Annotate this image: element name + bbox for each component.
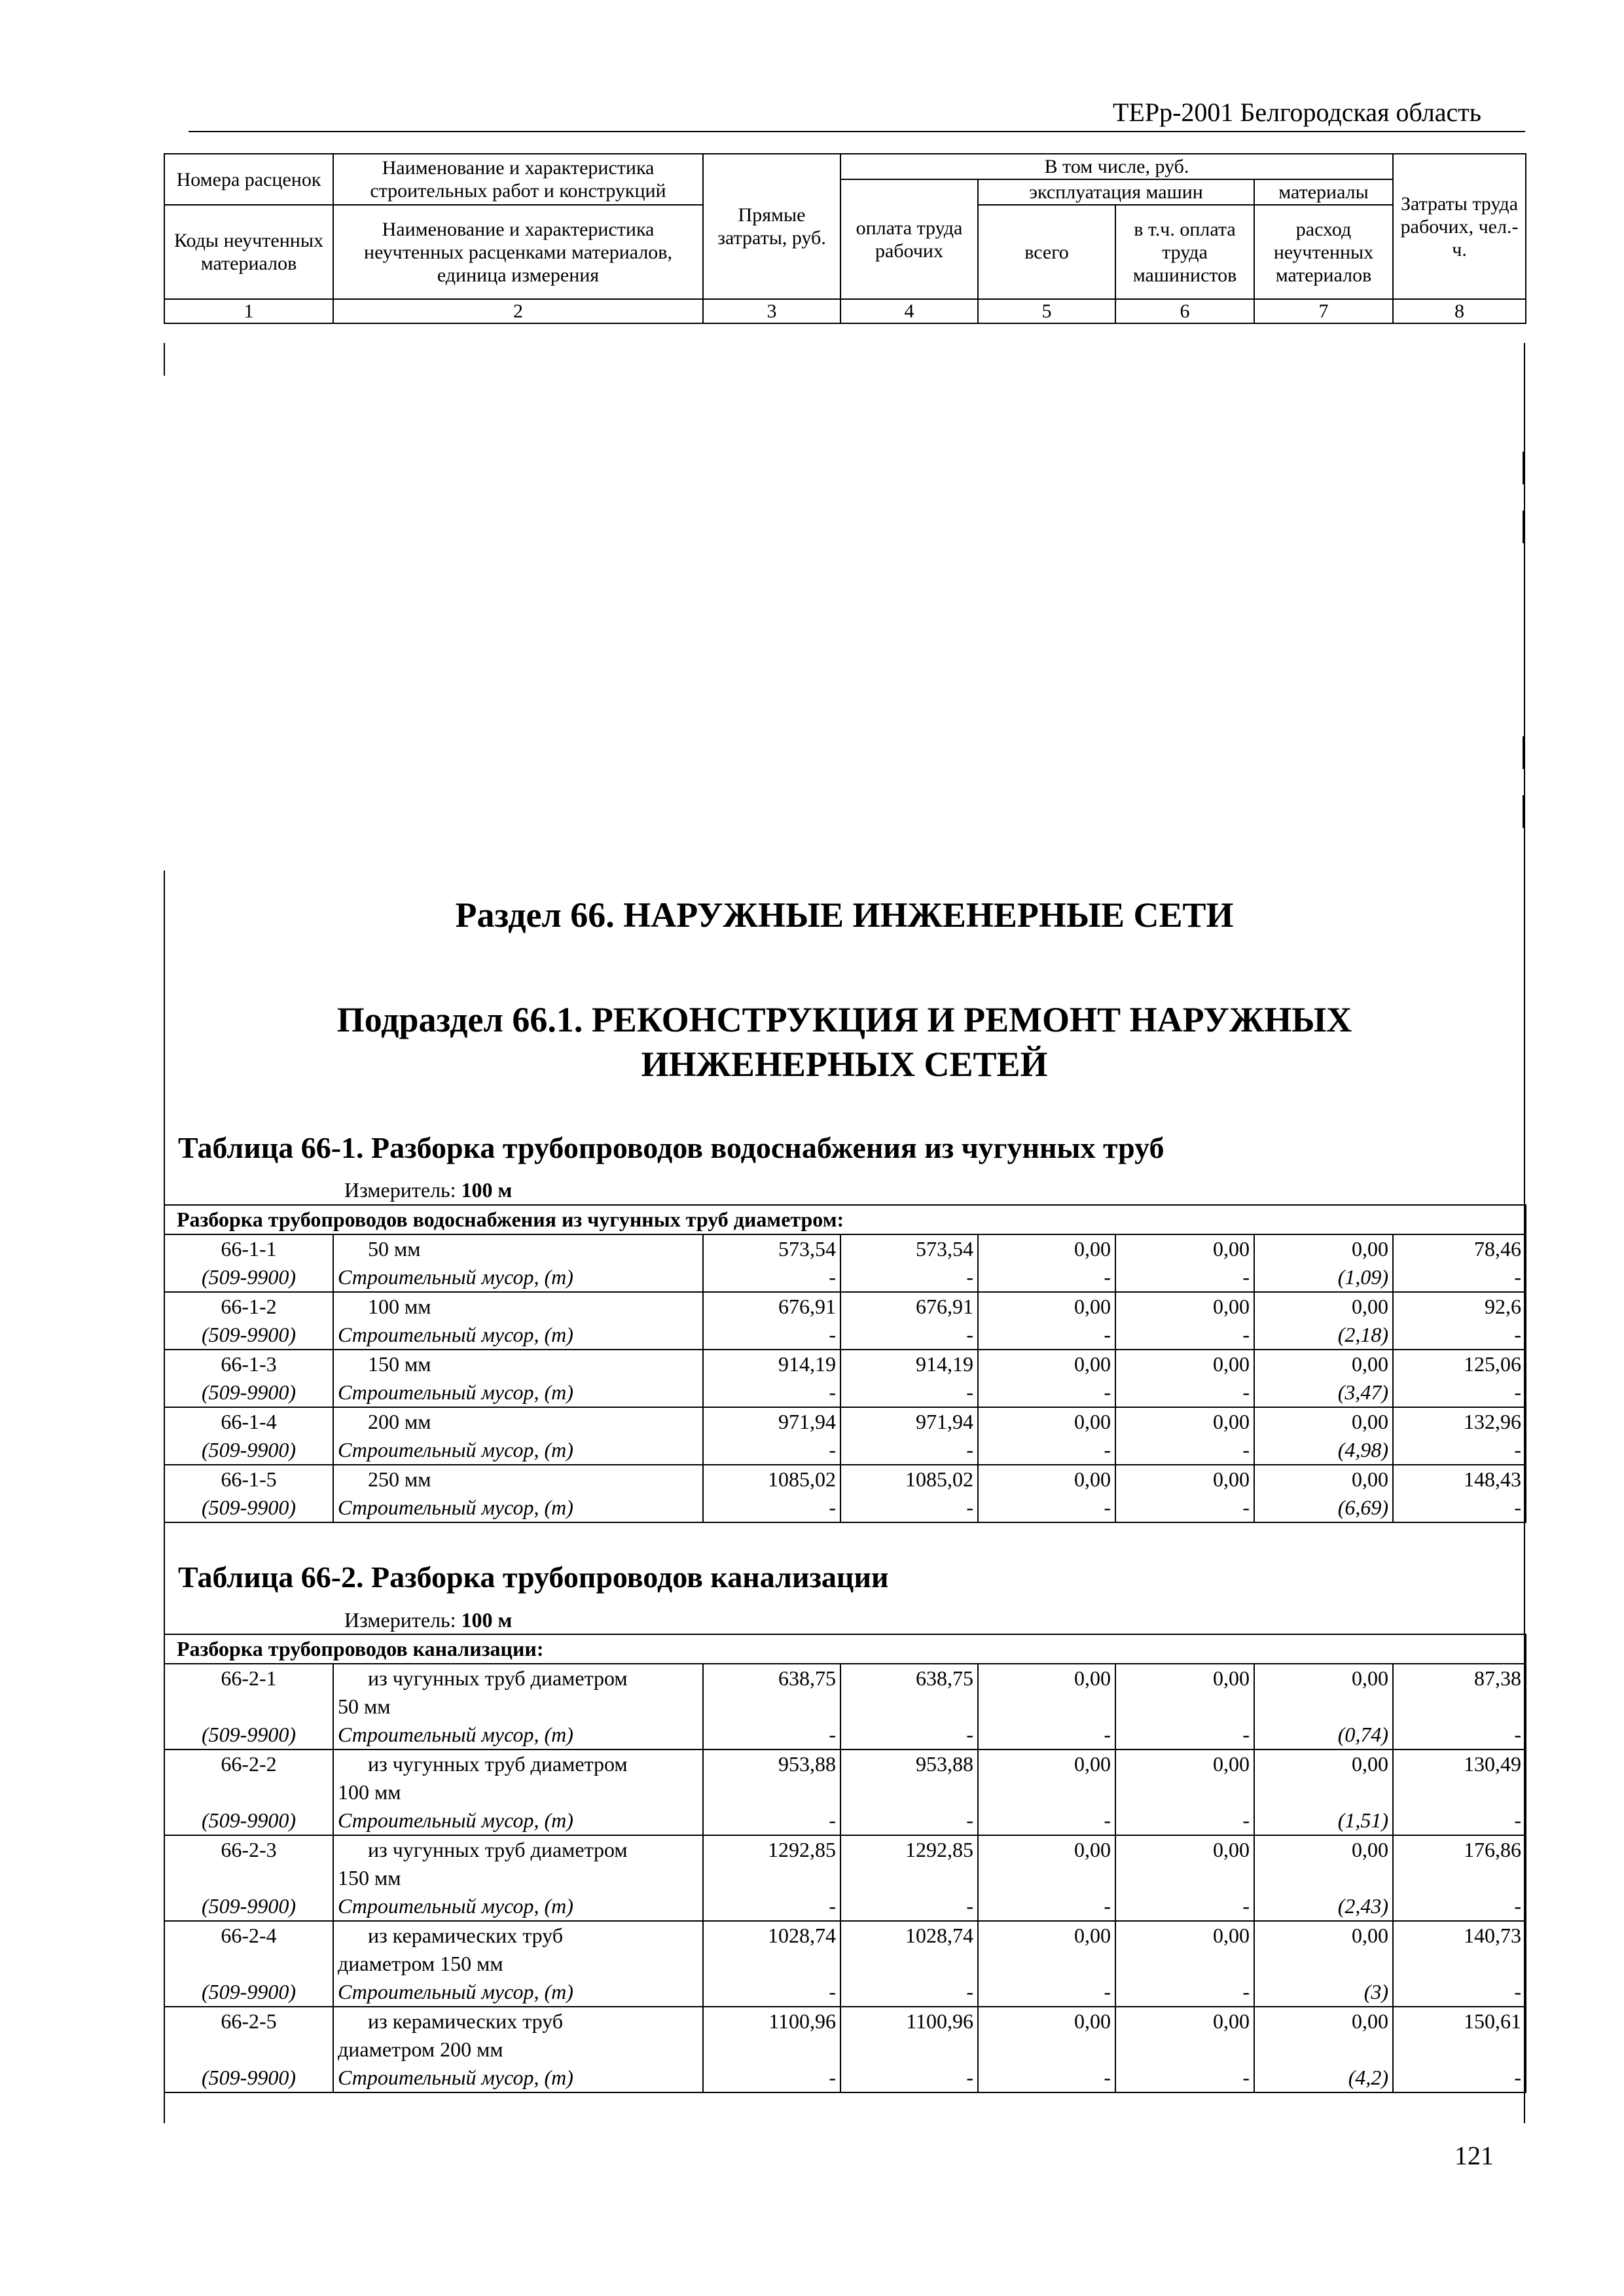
material-usage: (4,2) [1254,2064,1393,2092]
material-name: Строительный мусор, (т) [333,1378,703,1407]
meter-label: Измеритель: [344,1178,456,1202]
material-value-m8: - [1393,1806,1526,1835]
rate-value-c8: 132,96 [1393,1407,1526,1436]
material-code: (509-9900) [164,1263,333,1292]
rate-value-c3: 573,54 [703,1234,840,1263]
material-value-m3: - [703,1978,840,2007]
material-value-m8: - [1393,1494,1526,1522]
column-number: 4 [840,299,978,323]
rate-name [333,1234,703,1263]
column-number: 5 [978,299,1115,323]
rate-value-c8: 125,06 [1393,1350,1526,1378]
rate-name-line-2: 150 мм [338,1866,401,1890]
material-value-m8: - [1393,2064,1526,2092]
meter-value: 100 м [461,1178,513,1202]
table-1 [164,1204,1526,1523]
header-work-name: Наименование и характеристика строительных работ и конструкций [333,154,703,205]
table-1-title: Таблица 66-1. Разборка трубопроводов водоснабжения из чугунных труб [178,1131,1164,1164]
material-value-m4: - [840,1978,978,2007]
material-value-m3: - [703,1494,840,1522]
material-value-m4: - [840,1806,978,1835]
material-name: Строительный мусор, (т) [333,1436,703,1465]
rate-name [333,1292,703,1321]
material-usage: (1,51) [1254,1806,1393,1835]
rate-name-text: 100 мм [368,1295,431,1318]
rate-value-c5: 0,00 [978,1350,1115,1378]
material-usage: (6,69) [1254,1494,1393,1522]
material-value-m5: - [978,1436,1115,1465]
header-machines-total: всего [978,205,1115,299]
material-value-m4: - [840,1263,978,1292]
header-rate-numbers: Номера расценок [164,154,333,205]
material-code: (509-9900) [164,2064,333,2092]
rate-name [333,1465,703,1494]
rate-value-c7: 0,00 [1254,1234,1393,1263]
material-value-m8: - [1393,1378,1526,1407]
material-value-m6: - [1115,1892,1254,1921]
material-usage: (4,98) [1254,1436,1393,1465]
rate-value-c8: 176,86 [1393,1835,1526,1892]
rate-value-c4: 914,19 [840,1350,978,1378]
material-row [164,1263,1526,1292]
material-code: (509-9900) [164,1321,333,1350]
material-value-m6: - [1115,1494,1254,1522]
material-value-m6: - [1115,1721,1254,1749]
rate-code: 66-1-2 [164,1292,333,1321]
rate-value-c7: 0,00 [1254,1292,1393,1321]
material-value-m3: - [703,1892,840,1921]
rate-value-c6: 0,00 [1115,1921,1254,1978]
material-value-m5: - [978,1263,1115,1292]
table-2-meter [344,1608,512,1632]
rate-row [164,2007,1526,2064]
rate-row [164,1292,1526,1321]
material-row [164,1378,1526,1407]
material-value-m5: - [978,2064,1115,2092]
rate-value-c6: 0,00 [1115,1407,1254,1436]
table-2 [164,1634,1526,2093]
rate-value-c3: 1085,02 [703,1465,840,1494]
section-title: Раздел 66. НАРУЖНЫЕ ИНЖЕНЕРНЫЕ СЕТИ [455,895,1234,935]
rate-name [333,1749,703,1806]
rate-name [333,1921,703,1978]
rate-value-c7: 0,00 [1254,1835,1393,1892]
rate-row [164,1664,1526,1721]
rate-name-text: 150 мм [368,1352,431,1376]
material-usage: (1,09) [1254,1263,1393,1292]
rate-name-line-2: 50 мм [338,1695,391,1718]
material-code: (509-9900) [164,1892,333,1921]
rate-value-c8: 140,73 [1393,1921,1526,1978]
material-value-m3: - [703,1721,840,1749]
material-value-m5: - [978,1806,1115,1835]
rate-value-c4: 638,75 [840,1664,978,1721]
rate-value-c7: 0,00 [1254,1407,1393,1436]
material-row [164,1436,1526,1465]
column-number: 2 [333,299,703,323]
material-value-m3: - [703,1263,840,1292]
rate-value-c7: 0,00 [1254,2007,1393,2064]
material-value-m5: - [978,1978,1115,2007]
material-value-m5: - [978,1494,1115,1522]
rate-name [333,1407,703,1436]
material-value-m4: - [840,2064,978,2092]
material-value-m3: - [703,1806,840,1835]
rate-value-c5: 0,00 [978,1292,1115,1321]
rate-row [164,1234,1526,1263]
rate-name-line-1: из чугунных труб диаметром [368,1838,628,1861]
rate-value-c5: 0,00 [978,1921,1115,1978]
rate-code: 66-2-1 [164,1664,333,1721]
material-usage: (3) [1254,1978,1393,2007]
material-value-m6: - [1115,2064,1254,2092]
material-code: (509-9900) [164,1494,333,1522]
material-value-m5: - [978,1378,1115,1407]
rate-value-c4: 953,88 [840,1749,978,1806]
material-code: (509-9900) [164,1806,333,1835]
rate-value-c8: 130,49 [1393,1749,1526,1806]
material-code: (509-9900) [164,1436,333,1465]
rate-value-c7: 0,00 [1254,1664,1393,1721]
rate-value-c3: 953,88 [703,1749,840,1806]
material-row [164,1978,1526,2007]
table-1-caption: Разборка трубопроводов водоснабжения из чугунных труб диаметром: [164,1205,1526,1234]
rate-name-line-2: 100 мм [338,1780,401,1804]
rate-value-c3: 914,19 [703,1350,840,1378]
rate-value-c3: 638,75 [703,1664,840,1721]
rate-value-c3: 971,94 [703,1407,840,1436]
frame-mark [1523,511,1524,543]
column-number: 8 [1393,299,1526,323]
material-row [164,1721,1526,1749]
frame-left-top [164,343,165,376]
rate-name-line-1: из чугунных труб диаметром [368,1752,628,1776]
rate-value-c5: 0,00 [978,2007,1115,2064]
rate-row [164,1921,1526,1978]
subsection-title-line-2: ИНЖЕНЕРНЫХ СЕТЕЙ [641,1045,1048,1084]
header-material-codes: Коды неучтенных материалов [164,205,333,299]
rate-value-c3: 676,91 [703,1292,840,1321]
material-name: Строительный мусор, (т) [333,1494,703,1522]
rate-value-c6: 0,00 [1115,1292,1254,1321]
frame-mark [1523,795,1524,828]
material-name: Строительный мусор, (т) [333,1806,703,1835]
material-value-m5: - [978,1321,1115,1350]
table-2-caption: Разборка трубопроводов канализации: [164,1634,1526,1664]
rate-code: 66-1-3 [164,1350,333,1378]
column-number: 7 [1254,299,1393,323]
rate-row [164,1350,1526,1378]
header-machinists-pay: в т.ч. оплата труда машинистов [1115,205,1254,299]
rate-value-c4: 573,54 [840,1234,978,1263]
material-usage: (2,18) [1254,1321,1393,1350]
material-usage: (0,74) [1254,1721,1393,1749]
rate-name-line-1: из керамических труб [368,1924,564,1947]
page-number: 121 [1454,2141,1494,2170]
header-machines: эксплуатация машин [978,179,1254,205]
rate-value-c5: 0,00 [978,1465,1115,1494]
rate-code: 66-1-4 [164,1407,333,1436]
material-name: Строительный мусор, (т) [333,2064,703,2092]
rate-value-c6: 0,00 [1115,1234,1254,1263]
rate-value-c4: 1100,96 [840,2007,978,2064]
rate-name-line-1: из керамических труб [368,2009,564,2033]
material-row [164,2064,1526,2092]
material-name: Строительный мусор, (т) [333,1978,703,2007]
rate-row [164,1407,1526,1436]
material-row [164,1806,1526,1835]
header-including: В том числе, руб. [840,154,1393,179]
material-value-m8: - [1393,1321,1526,1350]
column-number: 1 [164,299,333,323]
header-materials: материалы [1254,179,1393,205]
material-value-m8: - [1393,1263,1526,1292]
material-usage: (2,43) [1254,1892,1393,1921]
rate-code: 66-2-5 [164,2007,333,2064]
rate-name [333,1350,703,1378]
material-value-m3: - [703,1321,840,1350]
rate-value-c5: 0,00 [978,1234,1115,1263]
material-value-m8: - [1393,1892,1526,1921]
frame-mark [1523,452,1524,484]
material-row [164,1321,1526,1350]
material-row [164,1892,1526,1921]
rate-value-c6: 0,00 [1115,1465,1254,1494]
rate-value-c8: 148,43 [1393,1465,1526,1494]
rate-value-c7: 0,00 [1254,1465,1393,1494]
rate-name-line-1: из чугунных труб диаметром [368,1666,628,1690]
rate-row [164,1749,1526,1806]
running-head: ТЕРр-2001 Белгородская область [1113,98,1482,127]
header-workers-pay: оплата труда рабочих [840,179,978,299]
rate-value-c6: 0,00 [1115,1664,1254,1721]
material-value-m4: - [840,1721,978,1749]
table-1-meter [344,1178,512,1202]
material-value-m5: - [978,1721,1115,1749]
rate-name [333,2007,703,2064]
material-value-m5: - [978,1892,1115,1921]
material-value-m3: - [703,1436,840,1465]
rate-name-line-2: диаметром 200 мм [338,2037,503,2061]
material-value-m6: - [1115,1378,1254,1407]
material-usage: (3,47) [1254,1378,1393,1407]
material-name: Строительный мусор, (т) [333,1263,703,1292]
rate-value-c5: 0,00 [978,1664,1115,1721]
rate-name-text: 250 мм [368,1467,431,1491]
material-value-m8: - [1393,1436,1526,1465]
rate-value-c4: 971,94 [840,1407,978,1436]
header-direct-costs: Прямые затраты, руб. [703,154,840,299]
material-value-m4: - [840,1494,978,1522]
header-material-name: Наименование и характеристика неучтенных расценками материалов, единица измерения [333,205,703,299]
header-rule [189,131,1525,132]
rate-code: 66-2-4 [164,1921,333,1978]
rate-value-c4: 1292,85 [840,1835,978,1892]
material-value-m6: - [1115,1263,1254,1292]
rate-value-c3: 1292,85 [703,1835,840,1892]
material-name: Строительный мусор, (т) [333,1321,703,1350]
material-value-m3: - [703,1378,840,1407]
rate-value-c6: 0,00 [1115,1749,1254,1806]
material-value-m6: - [1115,1436,1254,1465]
rate-name-text: 50 мм [368,1237,421,1261]
rate-value-c8: 87,38 [1393,1664,1526,1721]
material-value-m4: - [840,1321,978,1350]
rate-value-c3: 1028,74 [703,1921,840,1978]
column-header-table [164,153,1526,324]
rate-value-c5: 0,00 [978,1749,1115,1806]
rate-name-line-2: диаметром 150 мм [338,1952,503,1975]
rate-code: 66-2-3 [164,1835,333,1892]
material-value-m4: - [840,1892,978,1921]
rate-value-c3: 1100,96 [703,2007,840,2064]
material-row [164,1494,1526,1522]
rate-value-c5: 0,00 [978,1835,1115,1892]
rate-value-c7: 0,00 [1254,1921,1393,1978]
rate-value-c8: 78,46 [1393,1234,1526,1263]
rate-value-c6: 0,00 [1115,2007,1254,2064]
material-value-m8: - [1393,1978,1526,2007]
frame-mark [1523,736,1524,769]
table-2-title: Таблица 66-2. Разборка трубопроводов канализации [178,1560,889,1594]
header-material-usage: расход неучтенных материалов [1254,205,1393,299]
header-labor-costs: Затраты труда рабочих, чел.-ч. [1393,154,1526,299]
material-value-m6: - [1115,1806,1254,1835]
subsection-title-line-1: Подраздел 66.1. РЕКОНСТРУКЦИЯ И РЕМОНТ НАРУЖНЫХ [336,1000,1352,1039]
column-number: 3 [703,299,840,323]
rate-value-c7: 0,00 [1254,1749,1393,1806]
rate-code: 66-2-2 [164,1749,333,1806]
material-code: (509-9900) [164,1978,333,2007]
rate-value-c6: 0,00 [1115,1350,1254,1378]
meter-value: 100 м [461,1608,513,1632]
rate-value-c8: 92,6 [1393,1292,1526,1321]
rate-name [333,1664,703,1721]
material-code: (509-9900) [164,1721,333,1749]
rate-value-c5: 0,00 [978,1407,1115,1436]
material-name: Строительный мусор, (т) [333,1892,703,1921]
rate-value-c6: 0,00 [1115,1835,1254,1892]
material-value-m4: - [840,1436,978,1465]
material-value-m8: - [1393,1721,1526,1749]
rate-row [164,1835,1526,1892]
rate-code: 66-1-1 [164,1234,333,1263]
rate-value-c4: 1028,74 [840,1921,978,1978]
material-value-m4: - [840,1378,978,1407]
rate-name [333,1835,703,1892]
rate-value-c4: 676,91 [840,1292,978,1321]
material-value-m6: - [1115,1978,1254,2007]
rate-value-c8: 150,61 [1393,2007,1526,2064]
material-code: (509-9900) [164,1378,333,1407]
rate-code: 66-1-5 [164,1465,333,1494]
material-value-m6: - [1115,1321,1254,1350]
rate-value-c4: 1085,02 [840,1465,978,1494]
meter-label: Измеритель: [344,1608,456,1632]
rate-value-c7: 0,00 [1254,1350,1393,1378]
rate-name-text: 200 мм [368,1410,431,1433]
material-value-m3: - [703,2064,840,2092]
material-name: Строительный мусор, (т) [333,1721,703,1749]
column-number: 6 [1115,299,1254,323]
rate-row [164,1465,1526,1494]
